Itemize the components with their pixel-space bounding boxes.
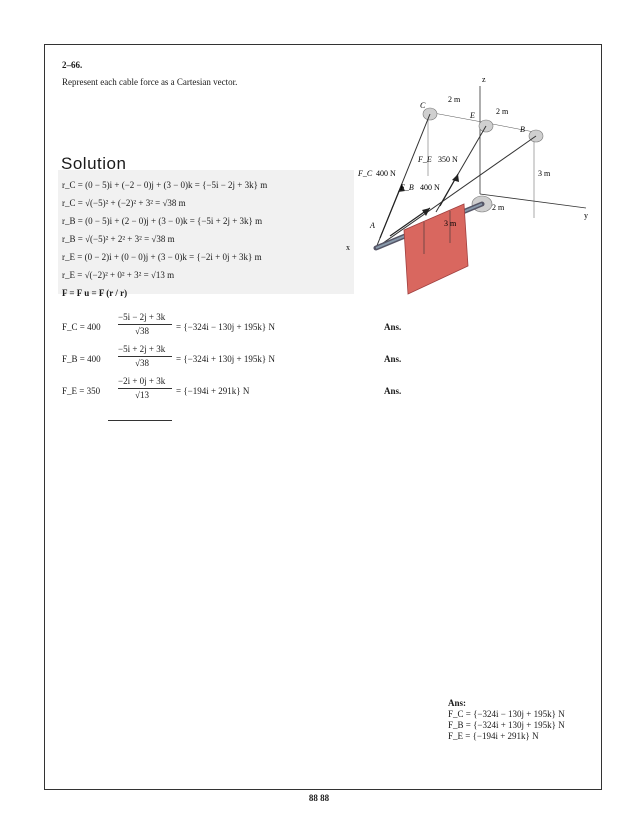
ans-label: Ans.	[384, 354, 402, 364]
page-number: 88 88	[308, 793, 330, 803]
final-answer-fb: F_B = {−324i + 130j + 195k} N	[448, 720, 565, 730]
equation-rb: r_B = (0 − 5)i + (2 − 0)j + (3 − 0)k = {−5i + 2j + 3k} m	[62, 216, 263, 226]
point-e-label: E	[470, 111, 475, 120]
final-answer-fe: F_E = {−194i + 291k} N	[448, 731, 539, 741]
force-fb-value: 400 N	[420, 183, 440, 192]
separator-line	[108, 420, 172, 421]
cable-diagram	[340, 68, 600, 308]
dim-3m-b: 3 m	[444, 219, 457, 228]
equation-force-unit: F = F u = F (r / r)	[62, 288, 128, 298]
force-result: = {−194i + 291k} N	[176, 386, 250, 396]
force-fb-label: F_B	[400, 183, 414, 192]
problem-number: 2–66.	[62, 60, 83, 70]
equation-re-mag: r_E = √(−2)² + 0² + 3² = √13 m	[62, 270, 175, 280]
equation-rc: r_C = (0 − 5)i + (−2 − 0)j + (3 − 0)k = {−5i − 2j + 3k} m	[62, 180, 268, 190]
force-lhs: F_C = 400	[62, 322, 101, 332]
fraction-bar	[118, 388, 172, 389]
force-denominator: √38	[135, 358, 149, 368]
equation-re: r_E = (0 − 2)i + (0 − 0)j + (3 − 0)k = {−2i + 0j + 3k} m	[62, 252, 262, 262]
fraction-bar	[118, 356, 172, 357]
force-fe-label: F_E	[418, 155, 432, 164]
ans-label: Ans.	[384, 386, 402, 396]
final-answer-fc: F_C = {−324i − 130j + 195k} N	[448, 709, 565, 719]
equation-rc-mag: r_C = √(−5)² + (−2)² + 3² = √38 m	[62, 198, 186, 208]
z-axis-label: z	[482, 75, 486, 84]
dim-2m-a: 2 m	[448, 95, 461, 104]
fraction-bar	[118, 324, 172, 325]
dim-2m-c: 2 m	[492, 203, 505, 212]
y-axis-label: y	[584, 211, 588, 220]
force-fe-value: 350 N	[438, 155, 458, 164]
ans-label: Ans.	[384, 322, 402, 332]
force-denominator: √13	[135, 390, 149, 400]
force-result: = {−324i + 130j + 195k} N	[176, 354, 275, 364]
equation-rb-mag: r_B = √(−5)² + 2² + 3² = √38 m	[62, 234, 175, 244]
point-a-label: A	[370, 221, 375, 230]
dim-2m-b: 2 m	[496, 107, 509, 116]
force-numerator: −5i − 2j + 3k	[118, 312, 166, 322]
force-numerator: −2i + 0j + 3k	[118, 376, 166, 386]
dim-3m: 3 m	[538, 169, 551, 178]
point-b-label: B	[520, 125, 525, 134]
final-answers-title: Ans:	[448, 698, 467, 708]
force-numerator: −5i + 2j + 3k	[118, 344, 166, 354]
force-denominator: √38	[135, 326, 149, 336]
force-fc-label: F_C	[358, 169, 373, 178]
final-answers	[448, 698, 565, 742]
force-lhs: F_E = 350	[62, 386, 101, 396]
problem-statement: Represent each cable force as a Cartesian vector.	[62, 77, 238, 87]
solution-title: Solution	[61, 154, 127, 173]
point-c-label: C	[420, 101, 426, 110]
force-fc-value: 400 N	[376, 169, 396, 178]
x-axis-label: x	[346, 243, 350, 252]
force-lhs: F_B = 400	[62, 354, 101, 364]
force-result: = {−324i − 130j + 195k} N	[176, 322, 275, 332]
